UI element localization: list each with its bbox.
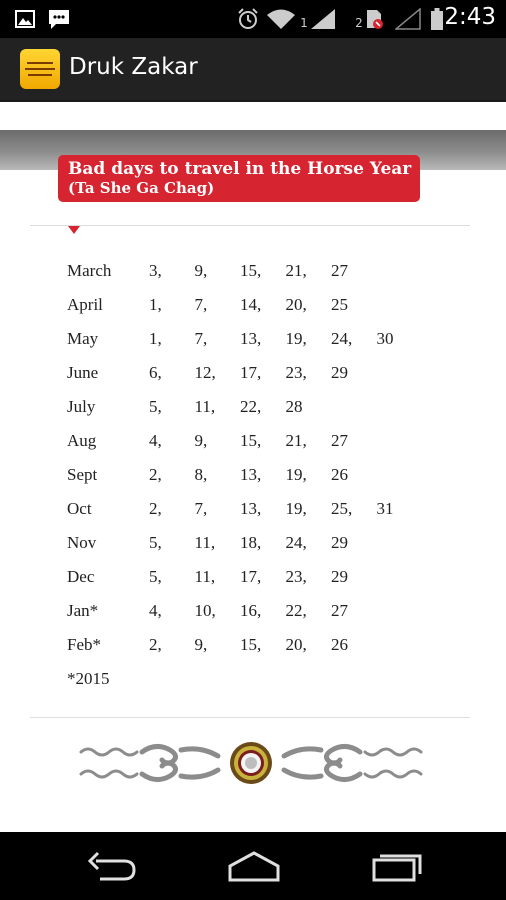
day-cell: 20, (285, 295, 307, 314)
day-cell (377, 628, 423, 662)
month-name: Dec (67, 567, 95, 586)
month-name: Jan* (67, 601, 99, 620)
month-name: Oct (67, 499, 92, 518)
day-cell: 1, (149, 295, 162, 314)
wifi-icon (266, 8, 296, 30)
signal-2-icon (394, 8, 422, 30)
day-cell: 25, (331, 499, 353, 518)
day-cell: 12, (194, 363, 216, 382)
month-row (67, 560, 422, 594)
day-cell: 9, (194, 261, 208, 280)
month-row (67, 594, 422, 628)
day-cell (377, 594, 423, 628)
month-name: March (67, 261, 112, 280)
day-cell: 29 (331, 567, 348, 586)
day-cell: 11, (194, 567, 216, 586)
day-cell: 31 (376, 499, 394, 518)
day-cell: 20, (285, 635, 307, 654)
day-cell: 5, (149, 397, 162, 416)
druk-zakar-logo-icon[interactable] (20, 49, 60, 89)
day-cell: 11, (194, 533, 216, 552)
month-row (67, 356, 422, 390)
day-cell: 29 (331, 533, 348, 552)
bad-days-table (67, 254, 422, 662)
day-cell: 19, (285, 465, 307, 484)
day-cell: 27 (331, 601, 348, 620)
month-row (67, 322, 422, 356)
day-cell (377, 424, 423, 458)
day-cell: 5, (149, 567, 162, 586)
day-cell: 22, (240, 397, 262, 416)
bottom-divider (30, 717, 470, 718)
day-cell: 3, (149, 261, 162, 280)
image-notification-icon (14, 8, 36, 30)
day-cell: 7, (194, 499, 208, 518)
day-cell (377, 560, 423, 594)
sim1-label: 1 (300, 16, 308, 30)
month-row (67, 492, 422, 526)
month-name: Feb* (67, 635, 101, 654)
title-banner (58, 155, 420, 202)
month-row (67, 526, 422, 560)
app-title: Druk Zakar (69, 54, 198, 80)
day-cell: 2, (149, 465, 162, 484)
day-cell: 14, (240, 295, 262, 314)
day-cell: 4, (149, 431, 162, 450)
back-icon[interactable] (82, 848, 142, 884)
day-cell: 7, (194, 295, 208, 314)
day-cell: 13, (240, 465, 262, 484)
day-cell: 24, (285, 533, 307, 552)
month-name: May (67, 329, 99, 348)
day-cell: 18, (240, 533, 262, 552)
day-cell: 21, (285, 261, 307, 280)
month-row (67, 390, 422, 424)
day-cell: 15, (240, 431, 262, 450)
day-cell (377, 526, 423, 560)
day-cell: 8, (194, 465, 208, 484)
day-cell (377, 390, 423, 424)
action-bar (0, 38, 506, 102)
day-cell: 29 (331, 363, 348, 382)
day-cell (377, 458, 423, 492)
day-cell: 5, (149, 533, 162, 552)
day-cell: 17, (240, 567, 262, 586)
status-bar (0, 0, 506, 38)
sim2-label: 2 (355, 16, 363, 30)
day-cell: 16, (240, 601, 262, 620)
day-cell: 27 (331, 261, 348, 280)
recent-apps-icon[interactable] (366, 848, 426, 884)
month-row (67, 288, 422, 322)
day-cell: 9, (194, 431, 208, 450)
alarm-icon (236, 8, 260, 30)
day-cell: 25 (331, 295, 348, 314)
day-cell: 9, (194, 635, 208, 654)
day-cell: 27 (331, 431, 348, 450)
home-icon[interactable] (224, 848, 284, 884)
content-area[interactable] (0, 104, 506, 832)
sim-error-icon (352, 8, 386, 30)
month-name: April (67, 295, 103, 314)
month-name: Aug (67, 431, 97, 450)
ornament-icon (76, 738, 426, 788)
month-row (67, 458, 422, 492)
day-cell: 21, (285, 431, 307, 450)
banner-title: Bad days to travel in the Horse Year (68, 159, 412, 179)
month-name: July (67, 397, 96, 416)
month-row (67, 628, 422, 662)
day-cell: 15, (240, 635, 262, 654)
day-cell: 28 (285, 397, 303, 416)
day-cell (377, 254, 423, 288)
day-cell: 19, (285, 329, 307, 348)
day-cell: 13, (240, 329, 262, 348)
footnote: *2015 (67, 669, 110, 688)
day-cell: 10, (194, 601, 216, 620)
month-name: Sept (67, 465, 98, 484)
month-row (67, 254, 422, 288)
day-cell: 11, (194, 397, 216, 416)
month-name: June (67, 363, 99, 382)
day-cell: 23, (285, 363, 307, 382)
chat-notification-icon (46, 8, 72, 30)
day-cell: 6, (149, 363, 162, 382)
battery-icon (430, 8, 444, 30)
day-cell (377, 356, 423, 390)
signal-1-icon (298, 8, 338, 30)
day-cell: 22, (285, 601, 307, 620)
day-cell: 24, (331, 329, 353, 348)
navigation-bar (0, 832, 506, 900)
day-cell: 23, (285, 567, 307, 586)
day-cell: 13, (240, 499, 262, 518)
day-cell: 26 (331, 635, 348, 654)
day-cell: 4, (149, 601, 162, 620)
day-cell (331, 390, 377, 424)
month-name: Nov (67, 533, 97, 552)
day-cell: 30 (376, 329, 394, 348)
day-cell: 7, (194, 329, 208, 348)
day-cell: 2, (149, 635, 162, 654)
day-cell: 2, (149, 499, 162, 518)
day-cell: 19, (285, 499, 307, 518)
status-time: 2:43 (444, 4, 496, 30)
day-cell: 17, (240, 363, 262, 382)
day-cell: 15, (240, 261, 262, 280)
banner-pointer-icon (68, 226, 80, 234)
day-cell (377, 288, 423, 322)
day-cell: 26 (331, 465, 348, 484)
month-row (67, 424, 422, 458)
day-cell: 1, (149, 329, 162, 348)
banner-subtitle: (Ta She Ga Chag) (68, 179, 215, 197)
top-divider (30, 225, 470, 226)
